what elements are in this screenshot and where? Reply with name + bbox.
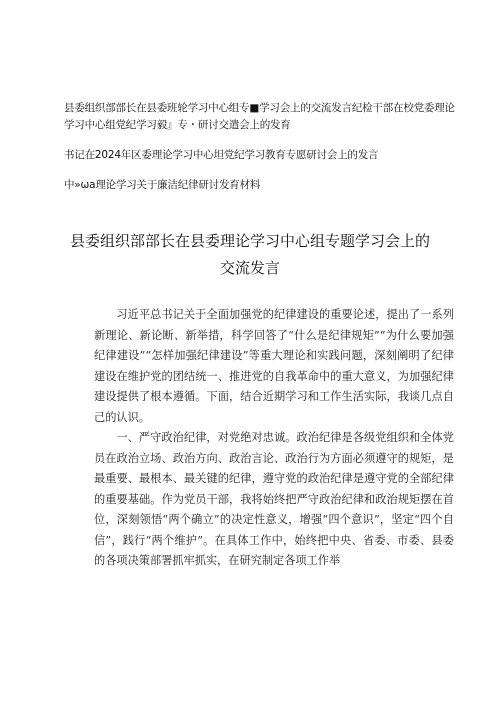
related-document-1[interactable]: 县委组织部部长在县委班轮学习中心组专■学习会上的交流发言纪检干部在校党委理论学习中心组党纪学习毅』专・研讨交遣会上的发育 — [64, 102, 455, 131]
document-title-line-2: 交流发言 — [219, 259, 280, 277]
document-title-line-1: 县委组织部部长在县委理论学习中心组专题学习会上的 — [69, 232, 430, 250]
related-documents-list — [64, 100, 464, 207]
body-paragraph-1: 习近平总书记关于全面加强党的纪律建设的重要论述，提出了一系列新理论、新论断、新举措，科学回答了“什么是纪律规矩”“为什么要加强纪律建设”“怎样加强纪律建设”等重大理论和实践问题，深刻阐明了纪律建设在维护党的团结统一、推进党的自我革命中的重大意义，为加强纪律建设提供了根本遵循。下面，结合近期学习和工作生活实际，我谈几点自己的认识。 — [94, 308, 454, 424]
document-title — [30, 228, 470, 282]
body-paragraph-2: 一、严守政治纪律，对党绝对忠诚。政治纪律是各级党组织和全体党员在政治立场、政治方向、政治言论、政治行为方面必须遵守的规矩，是最重要、最根本、最关键的纪律，遵守党的政治纪律是遵守党的全部纪律的重要基础。作为党员干部，我将始终把严守政治纪律和政治规矩摆在首位，深刻领悟“两个确立”的决定性意义，增强“四个意识”，坚定“四个自信”，践行“两个维护”。在具体工作中，始终把中央、省委、市委、县委的各项决策部署抓牢抓实，在研究制定各项工作举 — [94, 431, 454, 567]
related-document-2[interactable]: 书记在2024年区委理论学习中心坦党纪学习教育专愿研讨会上的发言 — [64, 149, 379, 161]
related-document-3[interactable]: 中»ωa理论学习关于廉洁纪律研讨发育材料 — [64, 179, 261, 191]
document-body — [94, 305, 454, 572]
